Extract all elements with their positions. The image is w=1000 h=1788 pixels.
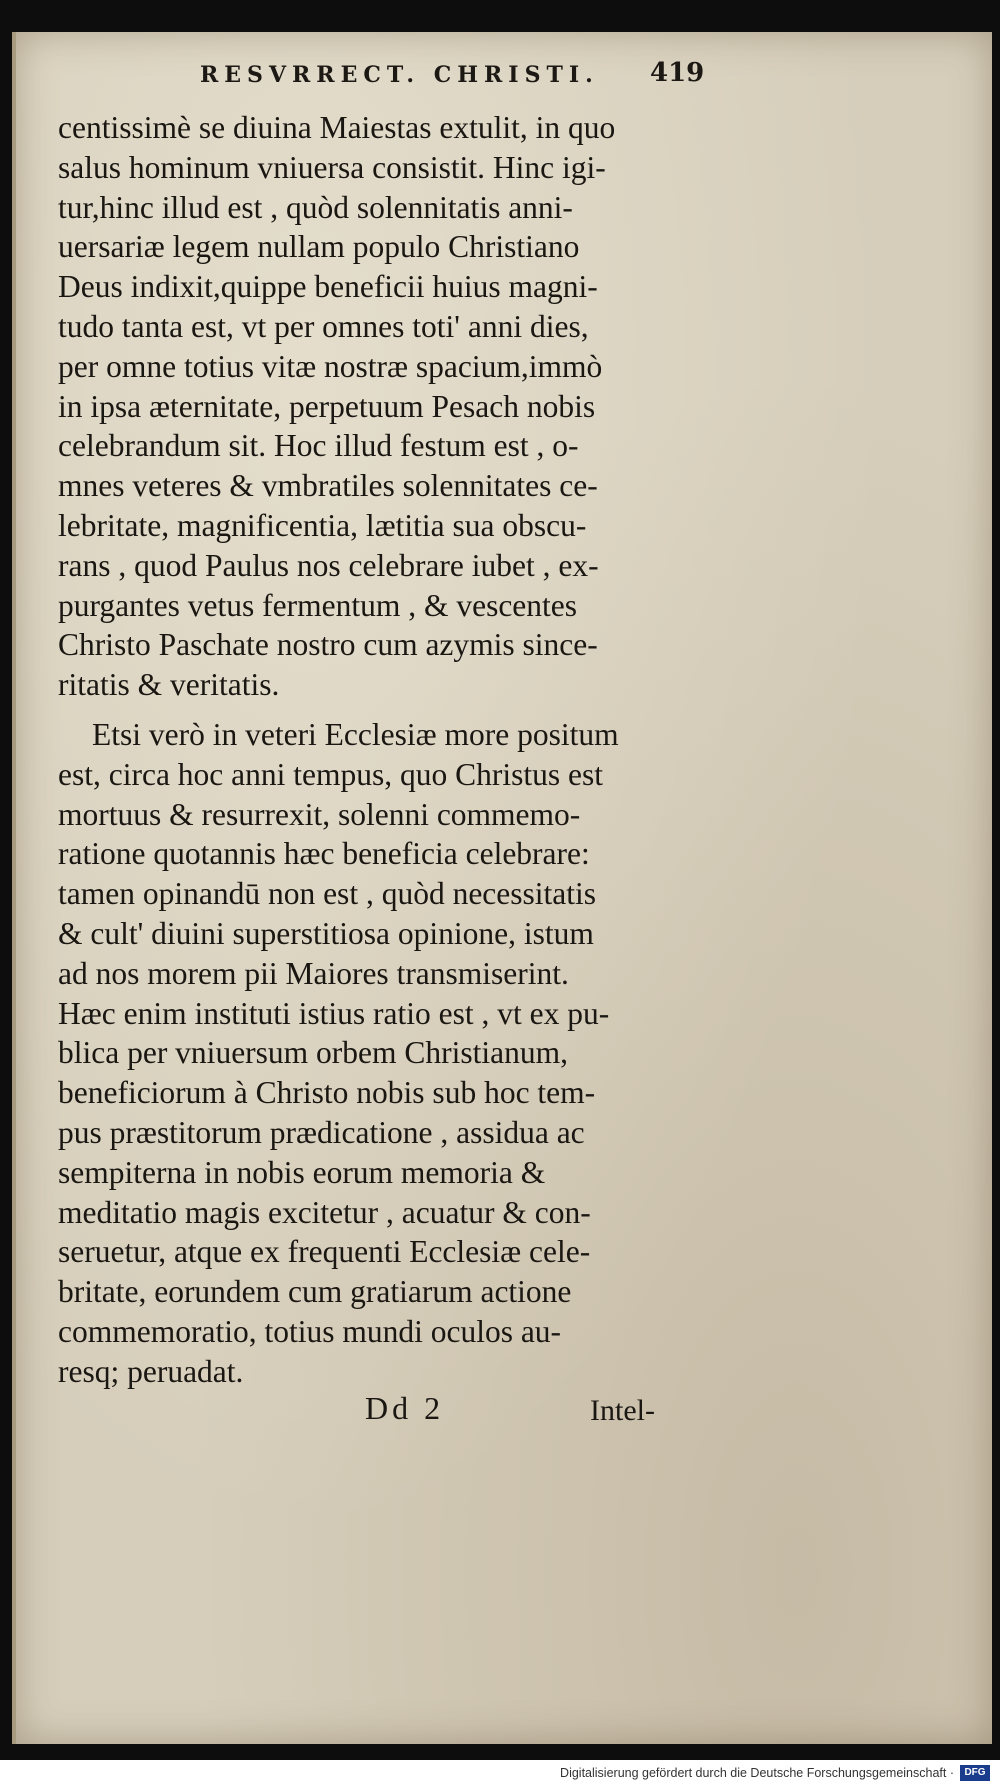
text-line: uersariæ legem nullam populo Christiano <box>58 229 580 265</box>
paragraph-1 <box>58 108 698 705</box>
text-line: est, circa hoc anni tempus, quo Christus est <box>58 756 604 792</box>
text-line: ad nos morem pii Maiores transmiserint. <box>58 955 569 991</box>
text-line: mortuus & resurrexit, solenni commemo- <box>58 796 581 832</box>
text-line: pus præstitorum prædicatione , assidua ac <box>58 1114 585 1150</box>
main-text <box>58 108 698 1392</box>
text-line: resq; peruadat. <box>58 1353 244 1389</box>
text-line: per omne totius vitæ nostræ spacium,immò <box>58 348 603 384</box>
text-line: blica per vniuersum orbem Christianum, <box>58 1035 569 1071</box>
text-line: tur,hinc illud est , quòd solennitatis anni- <box>58 189 573 225</box>
text-line: purgantes vetus fermentum , & vescentes <box>58 587 578 623</box>
text-line: in ipsa æternitate, perpetuum Pesach nobis <box>58 388 596 424</box>
text-line: centissimè se diuina Maiestas extulit, in quo <box>58 110 616 145</box>
signature-mark: Dd 2 <box>365 1390 445 1426</box>
text-line: ratione quotannis hæc beneficia celebrare: <box>58 836 590 872</box>
text-line: Etsi verò in veteri Ecclesiæ more positum <box>92 716 619 752</box>
text-line: tamen opinandū non est , quòd necessitatis <box>58 876 597 912</box>
text-line: salus hominum vniuersa consistit. Hinc igi- <box>58 149 606 185</box>
text-line: beneficiorum à Christo nobis sub hoc tem- <box>58 1075 596 1111</box>
text-line: meditatio magis excitetur , acuatur & con- <box>58 1194 591 1230</box>
text-line: commemoratio, totius mundi oculos au- <box>58 1313 562 1349</box>
paragraph-2 <box>58 715 698 1392</box>
text-line: Christo Paschate nostro cum azymis since- <box>58 627 598 663</box>
catchword: Intel- <box>590 1394 655 1427</box>
text-line: rans , quod Paulus nos celebrare iubet , ex- <box>58 547 599 583</box>
running-title: RESVRRECT. CHRISTI. <box>200 62 599 88</box>
paragraph-gap <box>58 705 698 715</box>
page-number: 419 <box>650 58 705 88</box>
text-line: celebrandum sit. Hoc illud festum est , o- <box>58 428 579 464</box>
text-line: ritatis & veritatis. <box>58 667 280 703</box>
text-line: britate, eorundem cum gratiarum actione <box>58 1274 572 1310</box>
text-line: tudo tanta est, vt per omnes toti' anni dies, <box>58 308 589 344</box>
funding-credit: Digitalisierung gefördert durch die Deutsche Forschungsgemeinschaft · <box>560 1766 954 1780</box>
text-line: lebritate, magnificentia, lætitia sua obscu- <box>58 507 587 543</box>
dfg-logo: DFG <box>960 1765 990 1781</box>
text-line: Deus indixit,quippe beneficii huius magni- <box>58 269 598 305</box>
text-line: Hæc enim instituti istius ratio est , vt ex pu- <box>58 995 610 1031</box>
text-line: seruetur, atque ex frequenti Ecclesiæ cele- <box>58 1234 591 1270</box>
text-line: mnes veteres & vmbratiles solennitates ce- <box>58 468 598 504</box>
text-line: & cult' diuini superstitiosa opinione, istum <box>58 915 594 951</box>
text-line: sempiterna in nobis eorum memoria & <box>58 1154 546 1190</box>
